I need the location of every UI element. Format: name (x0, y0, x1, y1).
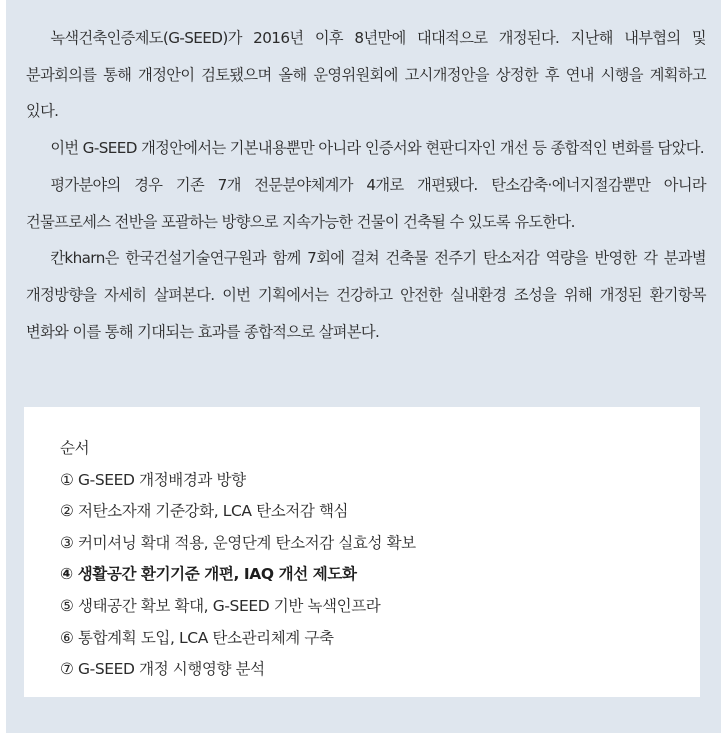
series-item-7: ⑦ G-SEED 개정 시행영향 분석 (60, 660, 265, 679)
intro-paragraph-4: 칸kharn은 한국건설기술연구원과 함께 7회에 걸쳐 건축물 전주기 탄소저감 역량을 반영한 각 분과별 개정방향을 자세히 살펴본다. 이번 기획에서는 건강하고 안전한 실내환경 조성을 위해 개정된 환기항목 변화와 이를 통해 기대되는 효과를 종합적으로 살펴본다. (26, 249, 706, 341)
series-item-3: ③ 커미셔닝 확대 적용, 운영단계 탄소저감 실효성 확보 (60, 533, 416, 552)
series-item-5: ⑤ 생태공간 확보 확대, G-SEED 기반 녹색인프라 (60, 596, 381, 615)
series-order-box (24, 407, 700, 697)
series-order-list (60, 465, 700, 686)
article-panel (6, 0, 721, 733)
series-item-1: ① G-SEED 개정배경과 방향 (60, 470, 246, 489)
intro-paragraph-1: 녹색건축인증제도(G-SEED)가 2016년 이후 8년만에 대대적으로 개정된다. 지난해 내부협의 및 분과회의를 통해 개정안이 검토됐으며 올해 운영위원회에 고시개정안을 상정한 후 연내 시행을 계획하고 있다. (26, 29, 706, 121)
intro-paragraph-3: 평가분야의 경우 기존 7개 전문분야체계가 4개로 개편됐다. 탄소감축·에너지절감뿐만 아니라 건물프로세스 전반을 포괄하는 방향으로 지속가능한 건물이 건축될 수 있도록 유도한다. (26, 175, 706, 231)
series-item-6: ⑥ 통합계획 도입, LCA 탄소관리체계 구축 (60, 628, 334, 647)
intro-paragraph-2: 이번 G-SEED 개정안에서는 기본내용뿐만 아니라 인증서와 현판디자인 개선 등 종합적인 변화를 담았다. (50, 139, 704, 158)
series-item-4-current: ④ 생활공간 환기기준 개편, IAQ 개선 제도화 (60, 565, 357, 584)
series-item-2: ② 저탄소자재 기준강화, LCA 탄소저감 핵심 (60, 502, 349, 521)
article-body (26, 20, 706, 350)
series-order-title: 순서 (60, 439, 90, 457)
